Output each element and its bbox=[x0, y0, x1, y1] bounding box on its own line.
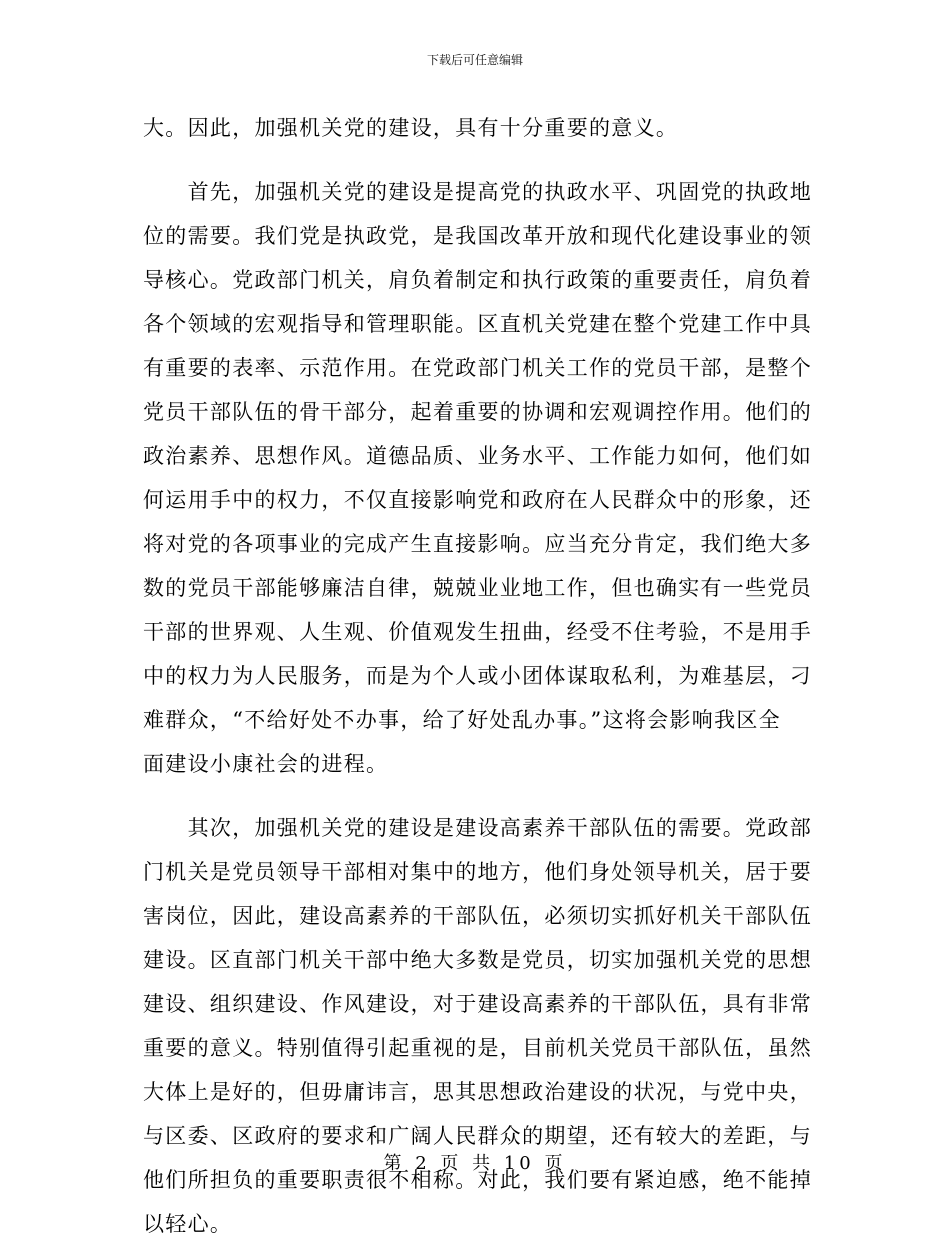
paragraph bbox=[143, 106, 795, 150]
text-line: 重要的意义。特别值得引起重视的是，目前机关党员干部队伍，虽然 bbox=[143, 1036, 812, 1060]
paragraph bbox=[143, 170, 812, 786]
paragraph-gap bbox=[143, 150, 795, 170]
text-line: 以轻心。 bbox=[143, 1212, 233, 1236]
text-line: 导核心。党政部门机关，肩负着制定和执行政策的重要责任，肩负着 bbox=[143, 268, 812, 292]
text-line: 建设。区直部门机关干部中绝大多数是党员，切实加强机关党的思想 bbox=[143, 948, 812, 972]
text-line: 干部的世界观、人生观、价值观发生扭曲，经受不住考验，不是用手 bbox=[143, 620, 812, 644]
page-header: 下载后可任意编辑 bbox=[426, 53, 523, 67]
paragraph bbox=[143, 806, 812, 1246]
page-number-footer: 第 2 页 共 10 页 bbox=[383, 1153, 567, 1174]
text-line: 将对党的各项事业的完成产生直接影响。应当充分肯定，我们绝大多 bbox=[143, 532, 812, 556]
text-line: 他们所担负的重要职责很不相称。对此，我们要有紧迫感，绝不能掉 bbox=[143, 1168, 812, 1192]
text-line: 面建设小康社会的进程。 bbox=[143, 752, 389, 776]
text-line: 党员干部队伍的骨干部分，起着重要的协调和宏观调控作用。他们的 bbox=[143, 400, 812, 424]
text-line: 各个领域的宏观指导和管理职能。区直机关党建在整个党建工作中具 bbox=[143, 312, 812, 336]
paragraph-gap bbox=[143, 786, 795, 806]
text-line: 位的需要。我们党是执政党，是我国改革开放和现代化建设事业的领 bbox=[143, 224, 812, 248]
document-body bbox=[143, 106, 812, 1246]
text-line: 何运用手中的权力，不仅直接影响党和政府在人民群众中的形象，还 bbox=[143, 488, 812, 512]
text-line: 建设、组织建设、作风建设，对于建设高素养的干部队伍，具有非常 bbox=[143, 992, 812, 1016]
text-line: 数的党员干部能够廉洁自律，兢兢业业地工作，但也确实有一些党员 bbox=[143, 576, 812, 600]
text-line: 与区委、区政府的要求和广阔人民群众的期望，还有较大的差距，与 bbox=[143, 1124, 812, 1148]
text-line: 首先，加强机关党的建设是提高党的执政水平、巩固党的执政地 bbox=[143, 180, 812, 204]
text-line: 大。因此，加强机关党的建设，具有十分重要的意义。 bbox=[143, 116, 679, 140]
text-line: 有重要的表率、示范作用。在党政部门机关工作的党员干部，是整个 bbox=[143, 356, 812, 380]
text-line: 门机关是党员领导干部相对集中的地方，他们身处领导机关，居于要 bbox=[143, 860, 812, 884]
text-line: 中的权力为人民服务，而是为个人或小团体谋取私利，为难基层，刁 bbox=[143, 664, 812, 688]
text-line: 害岗位，因此，建设高素养的干部队伍，必须切实抓好机关干部队伍 bbox=[143, 904, 812, 928]
text-line: 大体上是好的，但毋庸讳言，思其思想政治建设的状况，与党中央， bbox=[143, 1080, 812, 1104]
text-line: 其次，加强机关党的建设是建设高素养干部队伍的需要。党政部 bbox=[143, 816, 812, 840]
text-line: 难群众，“不给好处不办事，给了好处乱办事。”这将会影响我区全 bbox=[143, 708, 781, 732]
text-line: 政治素养、思想作风。道德品质、业务水平、工作能力如何，他们如 bbox=[143, 444, 812, 468]
